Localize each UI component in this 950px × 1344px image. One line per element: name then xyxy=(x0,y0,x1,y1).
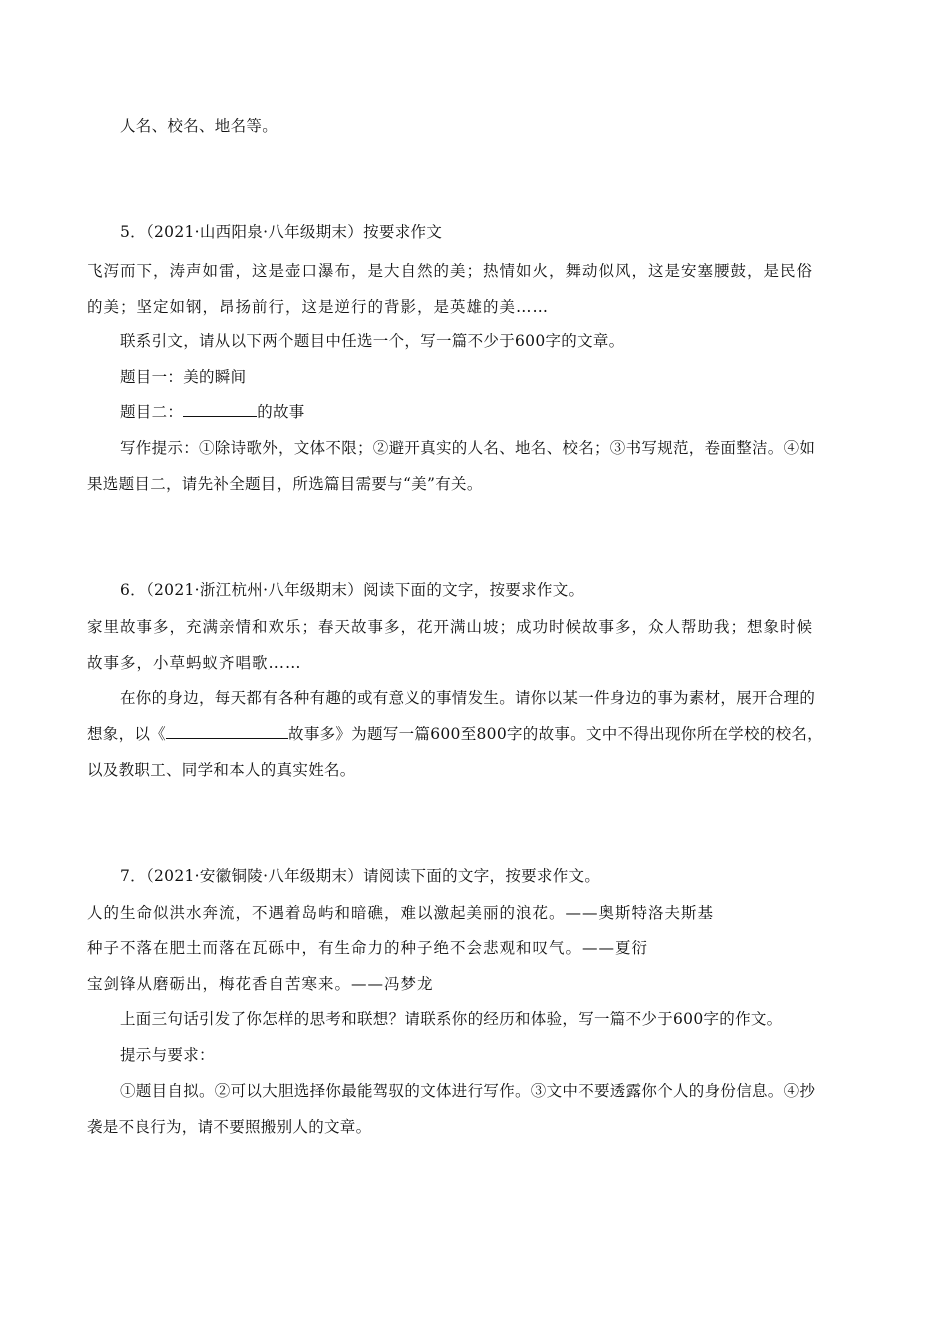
topic-2-line xyxy=(120,402,867,422)
question-5-heading: 5．（2021·山西阳泉·八年级期末）按要求作文 xyxy=(120,223,443,241)
title-prefix: 想象，以《 xyxy=(87,725,167,743)
text-line: 联系引文，请从以下两个题目中任选一个，写一篇不少于600字的文章。 xyxy=(120,332,625,350)
text-line: 人名、校名、地名等。 xyxy=(120,117,279,135)
topic-2-label: 题目二： xyxy=(120,403,184,421)
title-blank-line xyxy=(87,724,867,744)
text-line: 在你的身边，每天都有各种有趣的或有意义的事情发生。请你以某一件身边的事为素材，展开合理的 xyxy=(120,689,816,707)
text-line: 上面三句话引发了你怎样的思考和联想？请联系你的经历和体验，写一篇不少于600字的作文。 xyxy=(120,1010,783,1028)
text-line: 以及教职工、同学和本人的真实姓名。 xyxy=(87,761,356,779)
quote-line: 宝剑锋从磨砺出，梅花香自苦寒来。——冯梦龙 xyxy=(87,975,434,993)
text-line: ①题目自拟。②可以大胆选择你最能驾驭的文体进行写作。③文中不要透露你个人的身份信息。④抄 xyxy=(120,1082,816,1100)
text-line: 题目一：美的瞬间 xyxy=(120,368,247,386)
question-7-heading: 7．（2021·安徽铜陵·八年级期末）请阅读下面的文字，按要求作文。 xyxy=(120,867,601,885)
title-suffix: 故事多》为题写一篇600至800字的故事。文中不得出现你所在学校的校名， xyxy=(288,725,823,743)
text-line: 写作提示：①除诗歌外，文体不限；②避开真实的人名、地名、校名；③书写规范，卷面整洁。④如 xyxy=(120,439,816,457)
text-line: 袭是不良行为，请不要照搬别人的文章。 xyxy=(87,1118,372,1136)
text-line: 果选题目二，请先补全题目，所选篇目需要与“美”有关。 xyxy=(87,475,483,493)
quote-line: 人的生命似洪水奔流，不遇着岛屿和暗礁，难以激起美丽的浪花。——奥斯特洛夫斯基 xyxy=(87,904,715,922)
question-6-heading: 6．（2021·浙江杭州·八年级期末）阅读下面的文字，按要求作文。 xyxy=(120,581,585,599)
fill-blank xyxy=(183,402,257,417)
text-line: 的美；坚定如钢，昂扬前行，这是逆行的背影，是英雄的美…… xyxy=(87,298,550,316)
text-line: 提示与要求： xyxy=(120,1046,215,1064)
quote-line: 种子不落在肥土而落在瓦砾中，有生命力的种子绝不会悲观和叹气。——夏衍 xyxy=(87,939,649,957)
fill-blank xyxy=(166,724,288,739)
topic-2-suffix: 的故事 xyxy=(257,403,305,421)
text-line: 家里故事多，充满亲情和欢乐；春天故事多，花开满山坡；成功时候故事多，众人帮助我；想象时候 xyxy=(87,618,814,636)
text-line: 飞泻而下，涛声如雷，这是壶口瀑布，是大自然的美；热情如火，舞动似风，这是安塞腰鼓，是民俗 xyxy=(87,262,814,280)
text-line: 故事多，小草蚂蚁齐唱歌…… xyxy=(87,654,302,672)
